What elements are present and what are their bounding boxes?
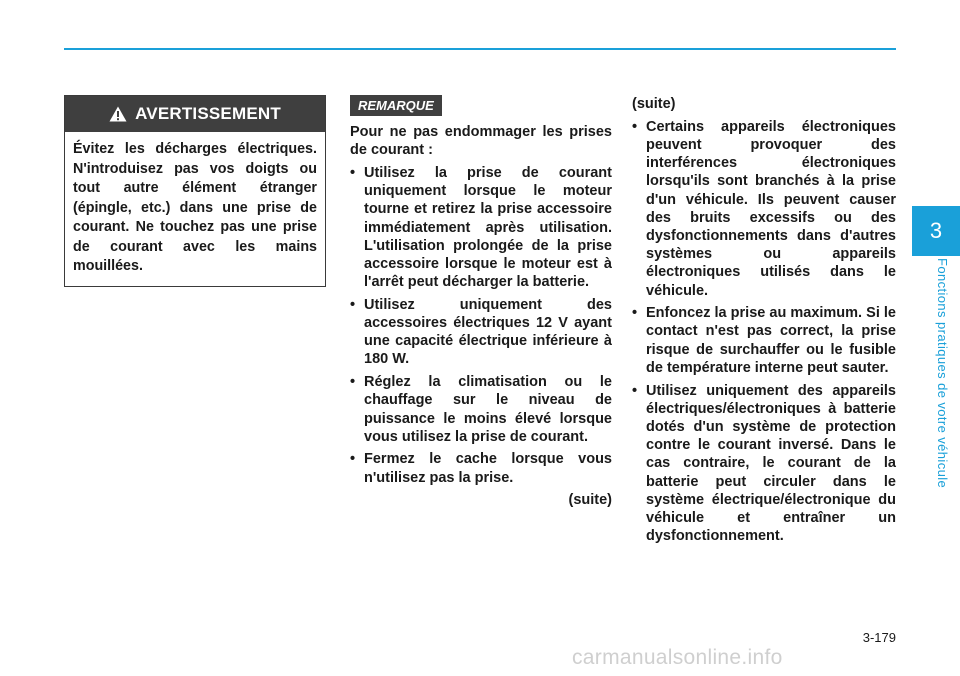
continuation-label: (suite) bbox=[632, 96, 676, 112]
list-item: • Utilisez uniquement des accessoires électriques 12 V ayant une capacité électrique inférieure à 180 W. bbox=[350, 296, 612, 369]
warning-title: AVERTISSEMENT bbox=[135, 104, 281, 123]
list-item: • Enfoncez la prise au maximum. Si le contact n'est pas correct, la prise risque de surchauffer ou le fusible de température interne peut sauter. bbox=[632, 304, 896, 377]
note-intro: Pour ne pas endommager les prises de courant : bbox=[350, 124, 612, 159]
list-item: • Fermez le cache lorsque vous n'utilisez pas la prise. bbox=[350, 450, 612, 486]
list-item: • Utilisez uniquement des appareils électriques/électroniques à batterie dotés d'un système de protection contre le courant inversé. Dans le cas contraire, le courant de la batterie peut circuler dans le système électrique/électronique du véhicule et entraîner un dysfonctionnement. bbox=[632, 382, 896, 546]
page-number: 3-179 bbox=[862, 630, 896, 645]
watermark: carmanualsonline.info bbox=[572, 646, 783, 669]
chapter-tab: 3 bbox=[912, 206, 960, 256]
note-badge: REMARQUE bbox=[350, 95, 442, 116]
continuation-column bbox=[632, 95, 896, 545]
continued-label: (suite) bbox=[568, 491, 612, 508]
list-item: • Utilisez la prise de courant uniquement lorsque le moteur tourne et retirez la prise accessoire immédiatement après utilisation. L'utilisation prolongée de la prise accessoire lorsque le moteur est à l'arrêt peut décharger la batterie. bbox=[350, 164, 612, 291]
chapter-title: Fonctions pratiques de votre véhicule bbox=[935, 258, 950, 489]
top-rule bbox=[64, 48, 896, 50]
warning-header bbox=[65, 96, 325, 132]
note-list bbox=[350, 164, 612, 487]
list-item: • Réglez la climatisation ou le chauffage sur le niveau de puissance le moins élevé lorsque vous utilisez la prise de courant. bbox=[350, 373, 612, 446]
warning-box bbox=[64, 95, 326, 287]
warning-text: Évitez les décharges électriques. N'introduisez pas vos doigts ou tout autre élément étranger (épingle, etc.) dans une prise de courant. Ne touchez pas une prise de courant avec les mains mouillées. bbox=[73, 141, 317, 274]
note-column bbox=[350, 95, 612, 509]
continuation-list bbox=[632, 118, 896, 546]
list-item: • Certains appareils électroniques peuvent provoquer des interférences électroniques lorsqu'ils sont branchés à la prise d'un véhicule. Ils peuvent causer des bruits excessifs ou des dysfonctionnements dans d'autres systèmes ou appareils électroniques utilisés dans le véhicule. bbox=[632, 118, 896, 300]
warning-triangle-icon bbox=[109, 106, 127, 122]
